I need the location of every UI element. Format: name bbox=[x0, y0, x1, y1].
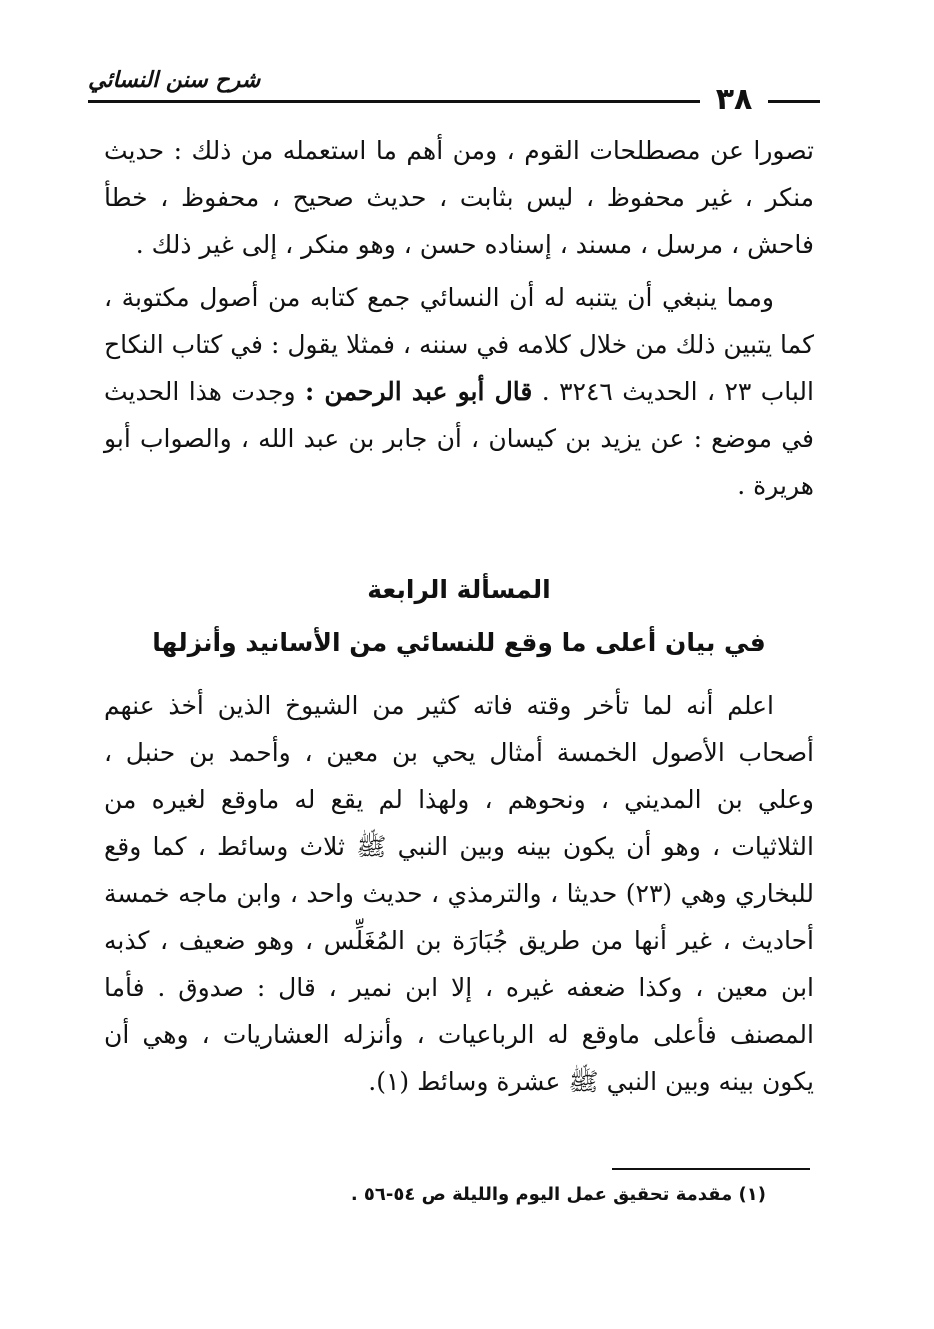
paragraph-sources bbox=[104, 274, 814, 509]
paragraph-terms: تصورا عن مصطلحات القوم ، ومن أهم ما استعمله من ذلك : حديث منكر ، غير محفوظ ، ليس بثابت ، حديث صحيح ، محفوظ ، خطأ فاحش ، مرسل ، مسند ، إسناده حسن ، وهو منكر ، إلى غير ذلك . bbox=[104, 136, 814, 259]
running-title: شرح سنن النسائي bbox=[88, 68, 261, 93]
section-subheading: في بيان أعلى ما وقع للنسائي من الأسانيد وأنزلها bbox=[152, 628, 766, 657]
page-number: ٣٨ bbox=[700, 82, 768, 117]
header-rule bbox=[88, 100, 708, 103]
header-rule-right bbox=[760, 100, 820, 103]
paragraph-isnad: اعلم أنه لما تأخر وقته فاته كثير من الشيوخ الذين أخذ عنهم أصحاب الأصول الخمسة أمثال يحي بن معين ، وأحمد بن حنبل ، وعلي بن المديني ، ونحوهم ، ولهذا لم يقع له ماوقع لغيره من الثلاثيات ، وهو أن يكون بينه وبين النبي ﷺ ثلاث وسائط ، كما وقع للبخاري وهي (٢٣) حديثا ، والترمذي ، حديث واحد ، وابن ماجه خمسة أحاديث ، غير أنها من طريق جُبَارَة بن المُغَلِّس ، وهو ضعيف ، كذبه ابن معين ، وكذا ضعفه غيره ، إلا ابن نمير ، قال : صدوق . فأما المصنف فأعلى ماوقع له الرباعيات ، وأنزله العشاريات ، وهي أن يكون بينه وبين النبي ﷺ عشرة وسائط (١). bbox=[104, 691, 815, 1096]
footnote-rule bbox=[612, 1168, 810, 1170]
paragraph-sources-part2: وجدت هذا الحديث في موضع : عن يزيد بن كيسان ، أن جابر بن عبد الله ، والصواب أبو هريرة . bbox=[104, 377, 814, 500]
paragraph-sources-part1: ومما ينبغي أن يتنبه له أن النسائي جمع كتابه من أصول مكتوبة ، كما يتبين ذلك من خلال كلامه في سننه ، فمثلا يقول : في كتاب النكاح الباب ٢٣ ، الحديث ٣٢٤٦ . bbox=[104, 283, 814, 406]
page-header bbox=[88, 62, 820, 117]
footnote: (١) مقدمة تحقيق عمل اليوم والليلة ص ٥٤-٥٦ . bbox=[350, 1184, 766, 1205]
paragraph-sources-quote: قال أبو عبد الرحمن : bbox=[305, 377, 533, 406]
section-heading: المسألة الرابعة bbox=[367, 575, 551, 604]
